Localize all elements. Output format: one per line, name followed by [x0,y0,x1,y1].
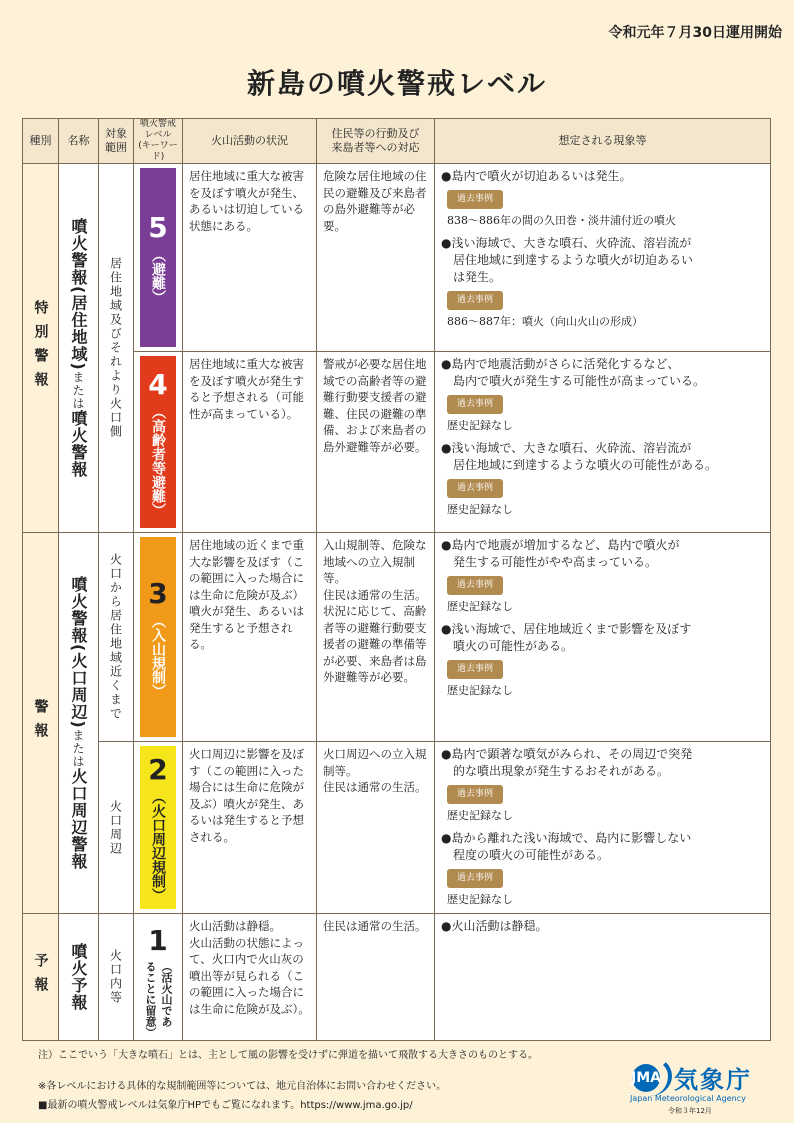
level-keyword: （高齢者等避難） [150,404,166,517]
name-special-alt: 噴火警報 [69,409,88,478]
phenomenon-text: ●浅い海域で、大きな噴石、火砕流、溶岩流が 居住地域に到達するような噴火が切迫あるい は発生。 [441,236,694,284]
past-example-tag: 過去事例 [447,869,503,888]
target-level1: 火口内等 [99,914,133,1040]
name-warning-main: 噴火警報(火口周辺) [69,576,88,729]
phenomenon-text: ●島から離れた浅い海域で、島内に影響しない 程度の噴火の可能性がある。 [441,831,692,862]
phenomenon-text: ●島内で地震が増加するなど、島内で噴火が 発生する可能性がやや高まっている。 [441,538,680,569]
name-warning-alt: 火口周辺警報 [69,767,88,870]
level-number: 3 [148,576,168,610]
level-5-action: 危険な居住地域の住民の避難及び来島者の島外避難等が必要。 [317,164,434,351]
level-1-badge [134,914,182,1040]
logo-japanese-name: 気象庁 [674,1066,752,1094]
name-special [59,164,98,532]
level-3-action: 入山規制等、危険な地域への立入規制等。 住民は通常の生活。 状況に応じて、高齢者等の避難行動要支援者の避難の準備等が必要、来島者は島外避難等が必要。 [317,533,434,741]
level-4-badge [134,352,182,532]
footer-regulation-note: ※各レベルにおける具体的な規制範囲等については、地元自治体にお問い合わせください。 [38,1081,447,1092]
past-example-tag: 過去事例 [447,576,503,595]
phenomenon-text: ●浅い海域で、大きな噴石、火砕流、溶岩流が 居住地域に到達するような噴火の可能性がある。 [441,441,718,472]
level-2-phenomena [435,742,770,913]
level-4-phenomena [435,352,770,532]
header-level: 噴火警戒 レベル (キーワード) [134,119,182,163]
target-level3: 火口から居住地域近くまで [99,533,133,741]
past-example-text: 歴史記録なし [447,684,513,697]
level-number: 1 [148,924,168,957]
level-4-activity: 居住地域に重大な被害を及ぼす噴火が発生すると予想される（可能性が高まっている）。 [183,352,316,532]
past-example-text: 歴史記録なし [447,419,513,432]
header-name: 名称 [59,119,98,163]
header-action: 住民等の行動及び 来島者等への対応 [317,119,434,163]
level-4-action: 警戒が必要な居住地域での高齢者等の避難行動要支援者の避難、住民の避難の準備、および来島者の島外避難等が必要。 [317,352,434,532]
header-target: 対象 範囲 [99,119,133,163]
name-forecast-main: 噴火予報 [69,943,88,1011]
past-example-tag: 過去事例 [447,395,503,414]
level-1-activity: 火山活動は静穏。 火山活動の状態によって、火口内で火山灰の噴出等が見られる（この範囲に入った場合には生命に危険が及ぶ）。 [183,914,316,1040]
level-3-activity: 居住地域の近くまで重大な影響を及ぼす（この範囲に入った場合には生命に危険が及ぶ）噴火が発生、あるいは発生すると予想される。 [183,533,316,741]
past-example-text: 歴史記録なし [447,893,513,906]
phenomenon-text: ●島内で顕著な噴気がみられ、その周辺で突発 的な噴出現象が発生するおそれがある。 [441,747,693,778]
past-example-tag: 過去事例 [447,190,503,209]
logo-english-name: Japan Meteorological Agency [630,1094,746,1103]
logo-date: 令和３年12月 [668,1107,712,1115]
page-title: 新島の噴火警戒レベル [246,67,547,100]
past-example-tag: 過去事例 [447,291,503,310]
level-3-badge [134,533,182,741]
phenomenon-text: ●島内で噴火が切迫あるいは発生。 [441,169,632,183]
name-warning [59,533,98,913]
past-example-text: 886～887年：噴火（向山火山の形成） [447,315,643,328]
past-example-text: 歴史記録なし [447,503,513,516]
level-1-action: 住民は通常の生活。 [317,914,434,1040]
kind-special-warning: 特別警報 [23,164,58,532]
past-example-text: 歴史記録なし [447,809,513,822]
level-keyword: （火口周辺規制） [150,790,166,902]
past-example-tag: 過去事例 [447,785,503,804]
level-number: 4 [148,367,168,401]
level-2-badge [134,742,182,913]
footer-website-note: ■最新の噴火警戒レベルは気象庁HPでもご覧になれます。https://www.jma.go.jp/ [38,1100,413,1111]
phenomenon-text: ●島内で地震活動がさらに活発化するなど、 島内で噴火が発生する可能性が高まっている。 [441,357,706,388]
level-5-badge [134,164,182,351]
logo-mark: JMA [632,1064,660,1092]
header-activity: 火山活動の状況 [183,119,316,163]
past-example-text: 838～886年の間の久田巻・淡井浦付近の噴火 [447,214,676,227]
phenomenon-text: ●火山活動は静穏。 [441,919,548,933]
level-3-phenomena [435,533,770,741]
kind-forecast: 予報 [23,914,58,1040]
name-forecast [59,914,98,1040]
footnote-large-ballistic-rocks: 注）ここでいう「大きな噴石」とは、主として風の影響を受けずに弾道を描いて飛散する大きさのものとする。 [38,1050,538,1061]
name-special-or: または [71,370,85,410]
level-number: 2 [148,753,168,786]
past-example-tag: 過去事例 [447,660,503,679]
kind-warning: 警報 [23,533,58,913]
jma-logo [628,1050,778,1120]
level-5-phenomena [435,164,770,351]
level-1-phenomena [435,914,770,1040]
operation-start-date: 令和元年７月30日運用開始 [608,25,782,41]
level-2-action: 火口周辺への立入規制等。 住民は通常の生活。 [317,742,434,913]
level-2-activity: 火口周辺に影響を及ぼす（この範囲に入った場合には生命に危険が及ぶ）噴火が発生、あるいは発生すると予想される。 [183,742,316,913]
target-special: 居住地域及びそれより火口側 [99,164,133,532]
past-example-text: 歴史記録なし [447,600,513,613]
level-keyword: （避難） [150,248,166,304]
target-level2: 火口周辺 [99,742,133,913]
level-keyword: （活火山であることに留意） [144,961,173,1038]
name-special-main: 噴火警報(居住地域) [69,218,88,371]
header-phenomena: 想定される現象等 [435,119,770,163]
name-warning-or: または [71,728,85,768]
level-keyword: （入山規制） [150,613,166,698]
alert-level-table [22,118,771,1041]
phenomenon-text: ●浅い海域で、居住地域近くまで影響を及ぼす 噴火の可能性がある。 [441,622,692,653]
header-kind: 種別 [23,119,58,163]
level-number: 5 [148,211,168,244]
level-5-activity: 居住地域に重大な被害を及ぼす噴火が発生、あるいは切迫している状態にある。 [183,164,316,351]
past-example-tag: 過去事例 [447,479,503,498]
